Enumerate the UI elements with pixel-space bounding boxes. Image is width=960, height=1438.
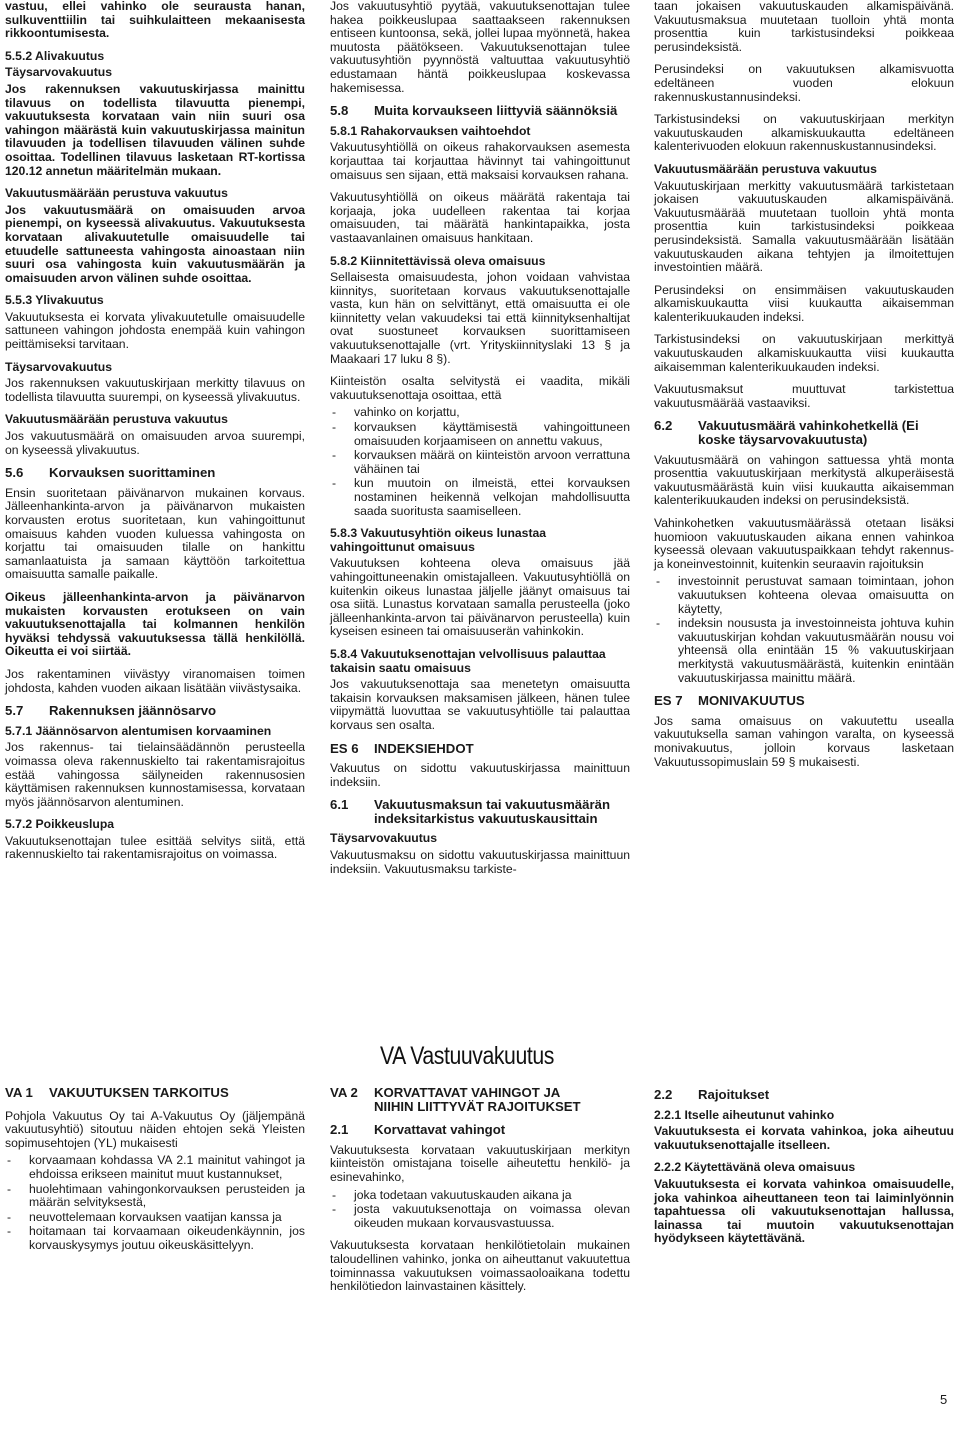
heading-5-7-1: 5.7.1 Jäännösarvon alentumisen korvaaminen bbox=[5, 723, 272, 738]
paragraph: Tarkistusindeksi on vakuutuskirjaan merkityn vakuutuskauden alkamiskuukautta edeltäneen kalenterivuoden elokuun rakennuskustannusindeksi. bbox=[654, 112, 954, 154]
heading-vakuutusmaara: Vakuutusmäärään perustuva vakuutus bbox=[5, 186, 228, 201]
paragraph: Vakuutuskirjaan merkitty vakuutusmäärä tarkistetaan jokaisen vakuutuskauden alkamispäivänä. Vakuutusmäärää muutetaan tuolloin yhtä monta prosenttia kuin tarkistusindeksi poikkeaa perusindeksistä. Samalla vakuutusmäärään lisätään vakuutuskauden aikana tehtyjen ja ilmoitettujen investointien määrä. bbox=[654, 178, 954, 275]
heading-taysarvovakuutus: Täysarvovakuutus bbox=[5, 65, 113, 80]
restriction-list bbox=[654, 575, 954, 685]
obligation-list bbox=[5, 1154, 305, 1252]
paragraph: Vakuutuksen kohteena oleva omaisuus jää vahingoittuneenakin omistajalleen. Vakuutusyhtiöllä on kuitenkin oikeus lunastaa jäljelle jäänyt omaisuus tai osa siitä. Lunastus korvataan samalla perusteella (joko jälleenhankinta-arvon tai päivänarvon perusteella) kuin kyseisen esineen tai omaisuuserän vahinkokin. bbox=[330, 556, 630, 639]
paragraph: Vakuutuksesta korvataan vakuutuskirjaan merkityn kiinteistön omistajana toiselle aiheutettu henkilö- ja esinevahinko, bbox=[330, 1142, 630, 1184]
heading-5-8-2: 5.8.2 Kiinnitettävissä oleva omaisuus bbox=[330, 253, 546, 268]
paragraph: Jos rakentaminen viivästyy viranomaisen toimen johdosta, kahden vuoden aikaan lisätään viivästysaika. bbox=[5, 666, 305, 695]
paragraph: Vakuutuksesta ei korvata vahinkoa omaisuudelle, joka vahinkoa aiheuttaneen teon tai laiminlyönnin tapahtuessa oli vakuutuksenottajan hallussa, lainassa tai muutoin vakuutuksenottajan hyödykseen käytettävänä. bbox=[654, 1176, 954, 1246]
section-heading-5-7: 5.7 Rakennuksen jäännösarvo bbox=[5, 703, 217, 719]
paragraph: Jos rakennuksen vakuutuskirjassa mainittu tilavuus on todellista tilavuutta pienempi, vakuutuksesta korvataan vain niin suuri osa vahingon määrästä kuin vakuutuskirjassa mainitun tilavuuden ja todellisen tilavuuden välinen suhde osoittaa. Todellinen tilavuus lasketaan RT-kortissa 120.12 annetun määritelmän mukaan. bbox=[5, 81, 305, 178]
paragraph: Vahinkohetken vakuutusmäärässä otetaan lisäksi huomioon vakuutuskauden aikana ennen vahinkoa kyseessä olevaan vakuutuspaikkaan tehdyt rakennus- ja koneinvestoinnit, kuitenkin seuraavin rajoituksin bbox=[654, 516, 954, 571]
paragraph: Perusindeksi on vakuutuksen alkamisvuotta edeltäneen vuoden elokuun rakennuskustannusindeksi. bbox=[654, 62, 954, 104]
paragraph: Jos rakennuksen vakuutuskirjaan merkitty tilavuus on todellista tilavuutta suurempi, on kyseessä ylivakuutus. bbox=[5, 376, 305, 404]
column-1 bbox=[5, 0, 305, 871]
va1-column bbox=[5, 1086, 305, 1262]
heading-taysarvovakuutus: Täysarvovakuutus bbox=[5, 359, 113, 374]
heading-5-8-3: 5.8.3 Vakuutusyhtiön oikeus lunastaa vahingoittunut omaisuus bbox=[330, 526, 547, 554]
section-heading-5-6: 5.6 Korvauksen suorittaminen bbox=[5, 465, 216, 481]
paragraph: Vakuutus on sidottu vakuutuskirjassa mainittuun indeksiin. bbox=[330, 761, 630, 789]
heading-vakuutusmaara: Vakuutusmäärään perustuva vakuutus bbox=[654, 161, 877, 176]
paragraph: Vakuutuksesta ei korvata vahinkoa, joka aiheutuu vakuutuksenottajalle itselleen. bbox=[654, 1124, 954, 1152]
list-item: - korvauksen käyttämisestä vahingoittuneen omaisuuden korjaamiseen on annettu vakuus, bbox=[330, 421, 630, 448]
heading-5-7-2: 5.7.2 Poikkeuslupa bbox=[5, 817, 115, 832]
paragraph: Jos sama omaisuus on vakuutettu usealla vakuutuksella saman vahingon varalta, on kyseessä monivakuutus, jolloin korvaus lasketaan Vakuutussopimuslain 59 § mukaisesti. bbox=[654, 713, 954, 769]
list-item: - hoitamaan tai korvaamaan oikeudenkäynnin, jos korvauskysymys joutuu oikeuskäsittelyyn. bbox=[5, 1225, 305, 1252]
list-item: - joka todetaan vakuutuskauden aikana ja bbox=[330, 1189, 630, 1203]
section-heading-es7: ES 7 MONIVAKUUTUS bbox=[654, 693, 805, 709]
column-3 bbox=[654, 0, 954, 778]
paragraph: Vakuutusmäärä on vahingon sattuessa yhtä monta prosenttia vakuutuskirjaan merkitystä alkuperäisestä vakuutusmäärästä kuin viisi kuukautta aikaisemman kalenterikuukauden indeksi on perusindeksistä. bbox=[654, 452, 954, 508]
section-heading-6-1: 6.1 Vakuutusmaksun tai vakuutusmäärän indeksitarkistus vakuutuskausittain bbox=[330, 797, 610, 826]
heading-5-8-4: 5.8.4 Vakuutuksenottajan velvollisuus palauttaa takaisin saatu omaisuus bbox=[330, 646, 606, 675]
list-item: - josta vakuutuksenottaja on voimassa olevan oikeuden mukaan korvausvastuussa. bbox=[330, 1203, 630, 1230]
list-item: - korvaamaan kohdassa VA 2.1 mainitut vahingot ja ehdoissa erikseen mainitut muut kustannukset, bbox=[5, 1154, 305, 1181]
heading-2-2-1: 2.2.1 Itselle aiheutunut vahinko bbox=[654, 1107, 835, 1122]
heading-5-5-3: 5.5.3 Ylivakuutus bbox=[5, 293, 104, 308]
section-banner-title: VA Vastuuvakuutus bbox=[380, 1042, 554, 1070]
paragraph: Jos vakuutuksenottaja saa menetetyn omaisuutta takaisin korvauksen maksamisen jälkeen, hänen tulee viipymättä luovuttaa se vakuutusyhtiölle tai palauttaa korvaus sen osalta. bbox=[330, 677, 630, 732]
paragraph: Vakuutuksesta korvataan henkilötietolain mukainen taloudellinen vahinko, jonka on aiheuttanut vakuutettua toiminnassa vakuutuksen voimassaoloaikana todettu henkilötiedon lainvastainen käsittely. bbox=[330, 1238, 630, 1294]
list-item: - indeksin noususta ja investoinneista johtuva kuhin vakuutuskirjan kohdan vakuutusmäärän nousu voi yhteensä olla enintään 15 % vakuutuskirjaan merkitystä vakuutusmäärästä, kuitenkin enintään vakuutuskirjassa mainittu määrä. bbox=[654, 617, 954, 685]
list-item: - vahinko on korjattu, bbox=[330, 406, 630, 420]
list-item: - investoinnit perustuvat samaan toimintaan, johon vakuutuksen kohteena olevaa omaisuutta on käytetty, bbox=[654, 575, 954, 616]
paragraph: Jos vakuutusyhtiö pyytää, vakuutuksenottajan tulee hakea poikkeuslupaa saattaakseen rakennuksen entiseen kuntoonsa, sekä, jollei lupaa myönnetä, hakea muutosta päätökseen. Vakuutuksenottajan tulee vakuutusyhtiön pyynnöstä valtuuttaa vakuutusyhtiö edustamaan häntä poikkeuslupaa koskevassa hakemisessa. bbox=[330, 0, 630, 95]
column-2 bbox=[330, 0, 630, 885]
section-heading-6-2: 6.2 Vakuutusmäärä vahinkohetkellä (Ei koske täysarvovakuutusta) bbox=[654, 418, 919, 448]
paragraph: Vakuutusyhtiöllä on oikeus määrätä rakentaja tai korjaaja, joka uudelleen rakentaa tai korjaa omaisuuden, tai määrätä hankintapaikka, josta vastaavanlainen omaisuus hankitaan. bbox=[330, 190, 630, 245]
section-heading-va1: VA 1 VAKUUTUKSEN TARKOITUS bbox=[5, 1085, 229, 1100]
paragraph: Perusindeksi on ensimmäisen vakuutuskauden alkamiskuukautta viisi kuukautta aikaisemman kalenterikuukauden indeksi. bbox=[654, 282, 954, 324]
condition-list bbox=[330, 406, 630, 518]
paragraph: Jos rakennus- tai tielainsäädännön perusteella voimassa oleva rakennuskielto tai rakentamisrajoitus estää vahingossa säilyneiden rakennusosien käyttämisen rakennuksen kunnostamisessa, korvataan myös jäännösarvon alentuminen. bbox=[5, 740, 305, 809]
paragraph: Vakuutusmaksu on sidottu vakuutuskirjassa mainittuun indeksiin. Vakuutusmaksu tarkiste- bbox=[330, 848, 630, 876]
paragraph: Jos vakuutusmäärä on omaisuuden arvoa suurempi, on kyseessä ylivakuutus. bbox=[5, 429, 305, 457]
va-restrictions-column bbox=[654, 1086, 954, 1255]
heading-2-2-2: 2.2.2 Käytettävänä oleva omaisuus bbox=[654, 1160, 856, 1175]
list-item: - neuvottelemaan korvauksen vaatijan kanssa ja bbox=[5, 1211, 305, 1225]
paragraph: Kiinteistön osalta selvitystä ei vaadita, mikäli vakuutuksenottaja osoittaa, että bbox=[330, 374, 630, 402]
section-heading-2-1: 2.1 Korvattavat vahingot bbox=[330, 1122, 506, 1138]
list-item: - kun muutoin on ilmeistä, ettei korvauksen nostaminen heikennä velkojan mahdollisuutta saada suoritusta saamiselleen. bbox=[330, 477, 630, 518]
paragraph: Pohjola Vakuutus Oy tai A-Vakuutus Oy (jäljempänä vakuutusyhtiö) sitoutuu näiden ehtojen sekä Yleisten sopimusehtojen (YL) mukaisesti bbox=[5, 1108, 305, 1150]
heading-5-5-2: 5.5.2 Alivakuutus bbox=[5, 48, 105, 63]
paragraph: Vakuutuksenottajan tulee esittää selvitys siitä, että rakennuskielto tai rakentamisrajoitus on voimassa. bbox=[5, 833, 305, 862]
paragraph: Vakuutusmaksut muuttuvat tarkistettua vakuutusmäärää vastaaviksi. bbox=[654, 382, 954, 410]
section-heading-2-2: 2.2 Rajoitukset bbox=[654, 1087, 770, 1102]
paragraph: Ensin suoritetaan päivänarvon mukainen korvaus. Jälleenhankinta-arvon ja päivänarvon mukaisten korvausten erotus suoritetaan, kun vahingoittunut omaisuus kahden vuoden kuluessa vahingosta on korjattu tai omaisuuden tilalle on hankittu samanlaatuista ja samaan käyttöön tarkoitettua omaisuutta samalle paikalle. bbox=[5, 485, 305, 582]
paragraph: Jos vakuutusmäärä on omaisuuden arvoa pienempi, on kyseessä alivakuutus. Vakuutuksesta korvataan alivakuutetulle omaisuudelle tai etuudelle sattuneesta vahingosta ainoastaan niin suuri osa vahingosta kuin vakuutusmäärän ja omaisuuden arvon välinen suhde osoittaa. bbox=[5, 202, 305, 285]
heading-5-8-1: 5.8.1 Rahakorvauksen vaihtoehdot bbox=[330, 123, 531, 138]
va2-column bbox=[330, 1086, 630, 1303]
damage-list bbox=[330, 1189, 630, 1231]
paragraph: Vakuutusyhtiöllä on oikeus rahakorvauksen asemesta korjauttaa tai korjauttaa hävinnyt tai vahingoittunut omaisuus sen sijaan, että maksaisi korvauksen rahana. bbox=[330, 140, 630, 182]
heading-vakuutusmaara: Vakuutusmäärään perustuva vakuutus bbox=[5, 412, 228, 427]
page-number: 5 bbox=[940, 1392, 948, 1407]
section-heading-va2: VA 2 KORVATTAVAT VAHINGOT JA NIIHIN LIITTYVÄT RAJOITUKSET bbox=[330, 1085, 581, 1114]
paragraph: Tarkistusindeksi on vakuutuskirjaan merkittyä vakuutuskauden alkamiskuukautta viisi kuukautta aikaisemman kalenterikuukauden indeksi. bbox=[654, 332, 954, 374]
section-heading-5-8: 5.8 Muita korvaukseen liittyviä säännöksiä bbox=[330, 103, 618, 119]
paragraph: Oikeus jälleenhankinta-arvon ja päivänarvon mukaisten korvausten erotukseen on vain vakuutuksenottajalla tai kolmannen henkilön hyväksi tehdyssä vakuutuksessa tällä henkilöllä. Oikeutta ei voi siirtää. bbox=[5, 589, 305, 659]
paragraph: taan jokaisen vakuutuskauden alkamispäivänä. Vakuutusmaksua muutetaan tuolloin yhtä monta prosenttia kuin tarkistusindeksi poikkeaa perusindeksistä. bbox=[654, 0, 954, 54]
paragraph: vastuu, ellei vahinko ole seurausta hanan, sulkuventtiilin tai suihkulaitteen mekaanisesta rikkoontumisesta. bbox=[5, 0, 305, 41]
list-item: - korvauksen määrä on kiinteistön arvoon verrattuna vähäinen tai bbox=[330, 449, 630, 476]
section-heading-es6: ES 6 INDEKSIEHDOT bbox=[330, 740, 474, 756]
paragraph: Vakuutuksesta ei korvata ylivakuutetulle omaisuudelle sattuneen vahingon johdosta enempää kuin vahingon peittämiseksi tarvitaan. bbox=[5, 309, 305, 352]
paragraph: Sellaisesta omaisuudesta, johon voidaan vahvistaa kiinnitys, suoritetaan korvaus vakuutuksenottajalle vasta, kun hän on selvittänyt, että omaisuutta ei ole kiinnitetty velan vakuudeksi tai että kiinnityksenhaltijat ovat suostuneet korvauksen suorittamiseen vakuutuksenottajalle (vrt. Yrityskiinnityslaki 13 § ja Maakaari 17 luku 8 §). bbox=[330, 270, 630, 366]
list-item: - huolehtimaan vahingonkorvauksen perusteiden ja määrän selvityksestä, bbox=[5, 1183, 305, 1210]
heading-taysarvovakuutus: Täysarvovakuutus bbox=[330, 831, 438, 846]
